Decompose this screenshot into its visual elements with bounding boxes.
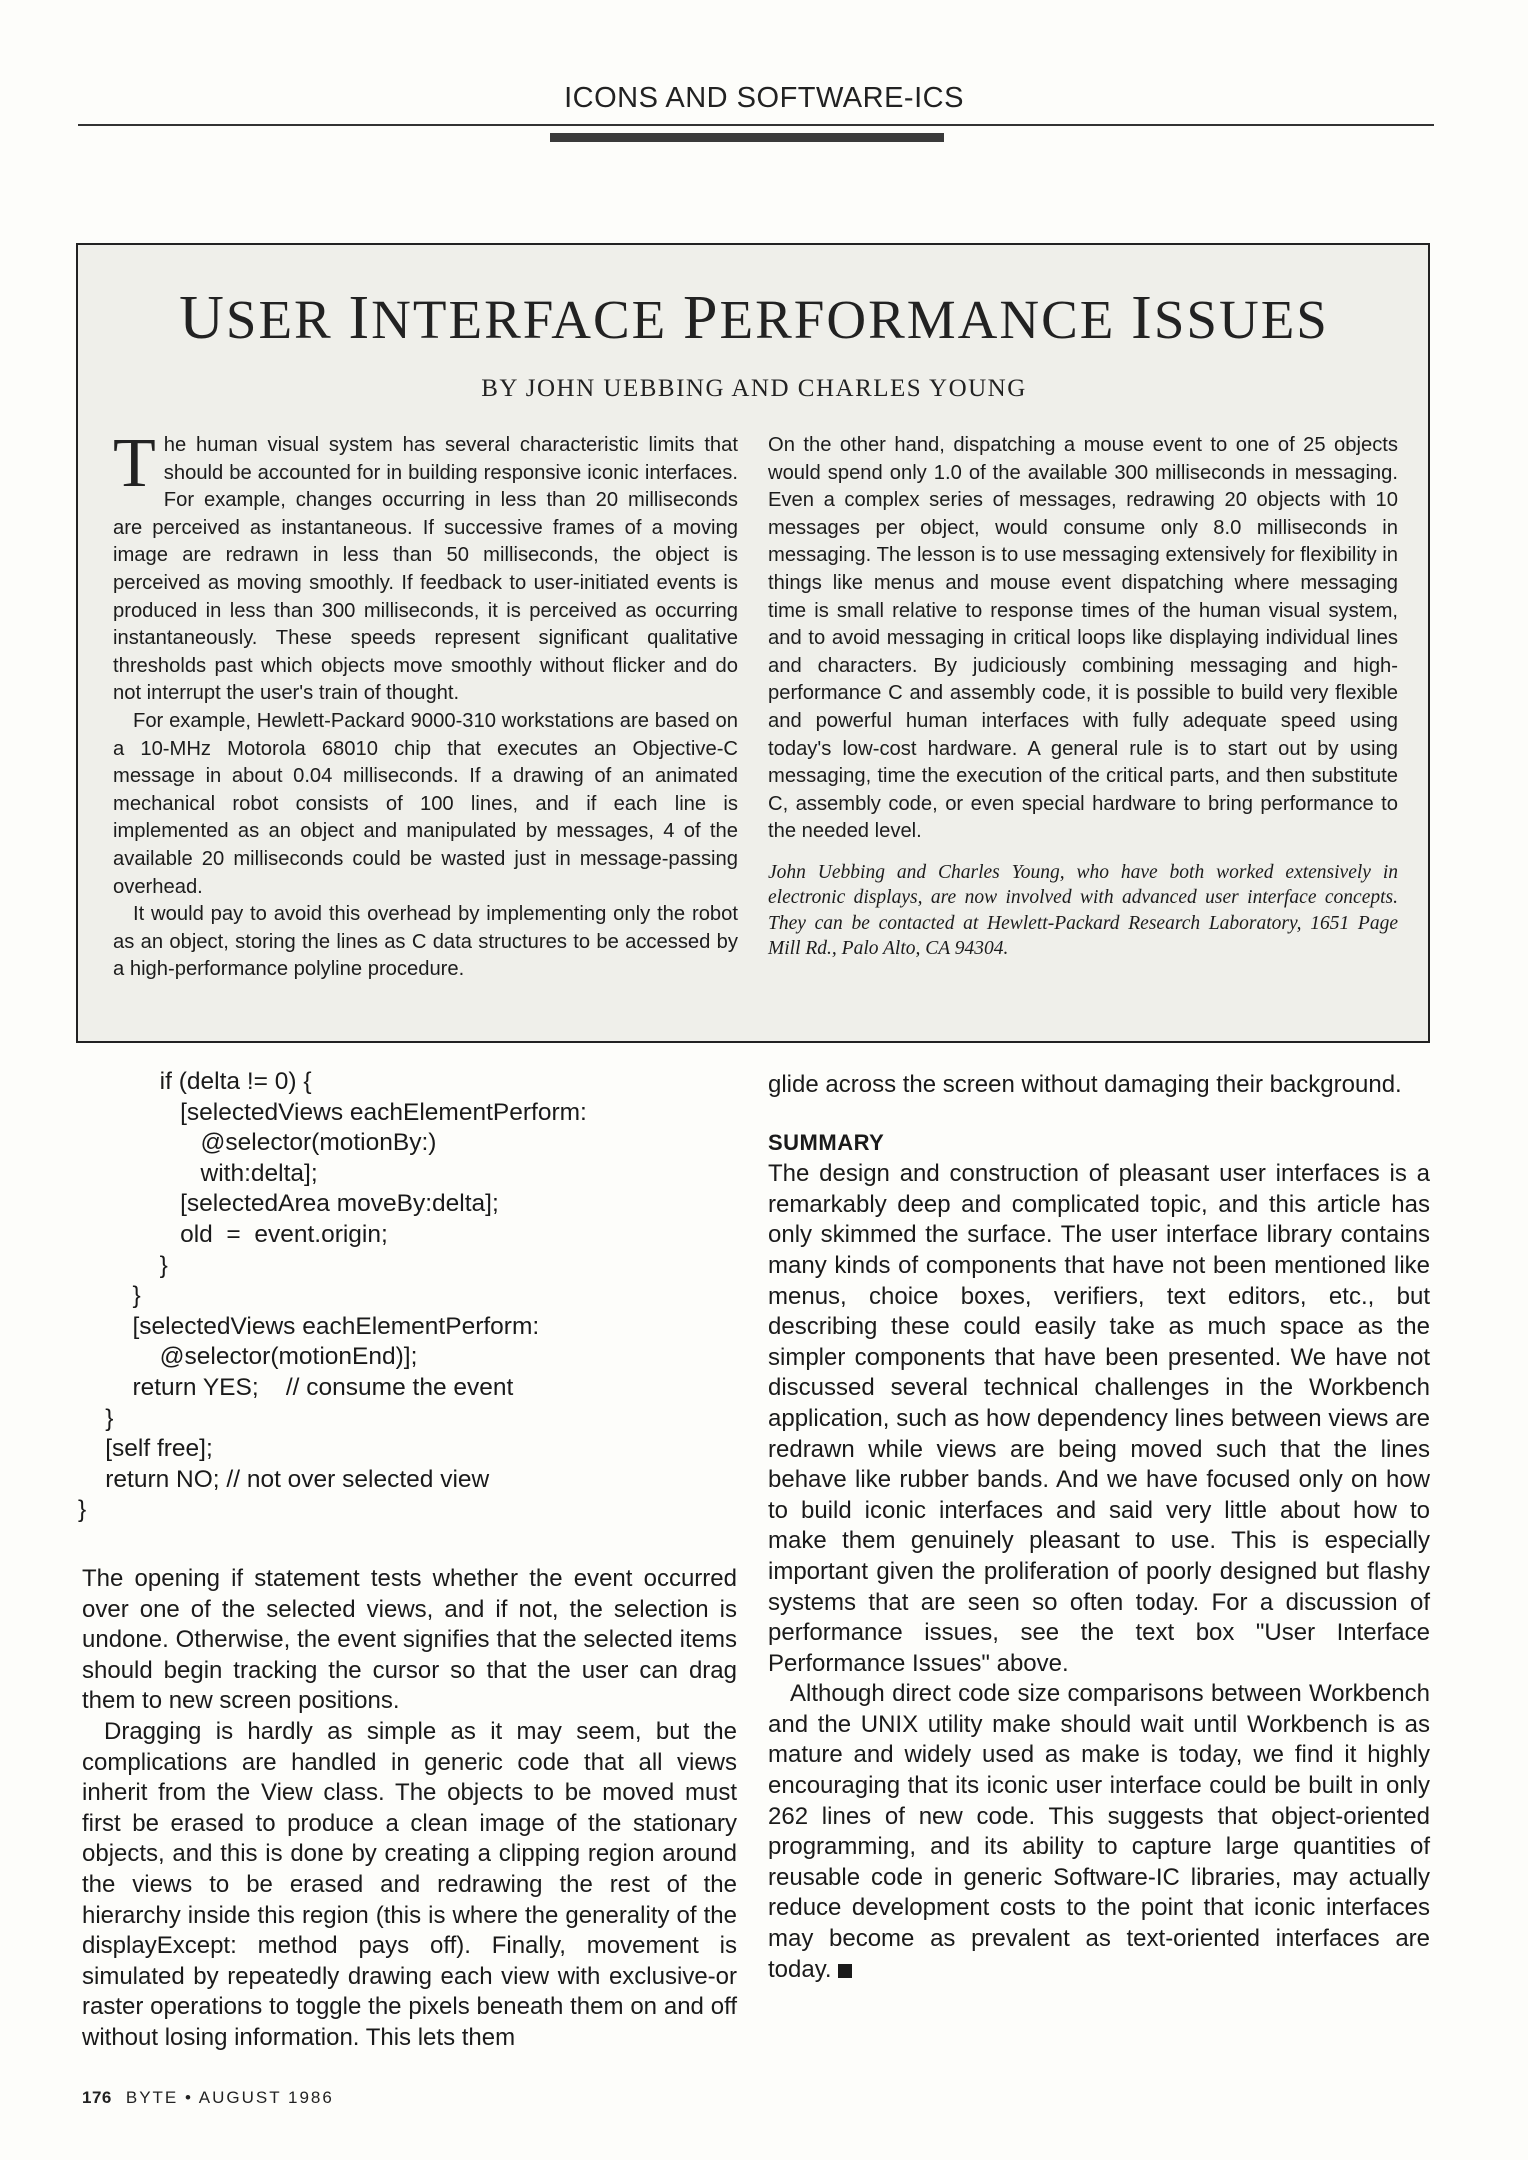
body-paragraph: The design and construction of pleasant user interfaces is a remarkably deep and complicated topic, and this article has only skimmed the surface. The user interface library contains many kinds of components that have not been mentioned like menus, choice boxes, verifiers, text editors, etc., but describing these could easily take as much space as the simpler components that have been presented. We have not discussed several technical challenges in the Workbench application, such as how dependency lines between views are redrawn while views are being moved such that the lines behave like rubber bands. And we have focused only on how to build iconic interfaces and said very little about how to make them genuinely pleasant to use. This is especially important given the proliferation of poorly designed but flashy systems that are seen so often today. For a discussion of performance issues, see the text box "User Interface Performance Issues" above. (768, 1160, 1430, 1677)
sidebar-paragraph: It would pay to avoid this overhead by implementing only the robot as an object, storing the lines as C data structures to be accessed by a high-performance polyline procedure. (113, 903, 738, 981)
running-header: ICONS AND SOFTWARE-ICS (564, 82, 964, 114)
sidebar-byline: BY JOHN UEBBING AND CHARLES YOUNG (481, 375, 1027, 402)
summary-heading: SUMMARY (768, 1129, 885, 1155)
page-footer (82, 2088, 334, 2108)
sidebar-right-column (768, 432, 1398, 962)
body-left-column (82, 1564, 737, 2054)
sidebar-paragraph: For example, Hewlett-Packard 9000-310 workstations are based on a 10-MHz Motorola 68010 chip that executes an Objective-C message in about 0.04 milliseconds. If a drawing of an animated mechanical robot consists of 100 lines, and if each line is implemented as an object and manipulated by messages, 4 of the available 20 milliseconds could be wasted just in message-passing overhead. (113, 709, 738, 898)
body-paragraph: Although direct code size comparisons between Workbench and the UNIX utility make should wait until Workbench is as mature and widely used as make is today, we find it highly encouraging that its iconic user interface could be built in only 262 lines of new code. This suggests that object-oriented programming, and its ability to capture large quantities of reusable code in generic Software-IC libraries, may actually reduce development costs to the point that iconic interfaces may become as prevalent as text-oriented interfaces are today. (768, 1680, 1430, 1983)
header-rule (78, 124, 1434, 126)
author-bio: John Uebbing and Charles Young, who have both worked extensively in electronic displays, are now involved with advanced user interface concepts. They can be contacted at Hewlett-Packard Research Laboratory, 1651 Page Mill Rd., Palo Alto, CA 94304. (768, 861, 1398, 960)
sidebar-left-column (113, 425, 738, 984)
sidebar-title: USER INTERFACE PERFORMANCE ISSUES (179, 284, 1329, 352)
sidebar-paragraph: On the other hand, dispatching a mouse event to one of 25 objects would spend only 1.0 of the available 300 milliseconds in messaging. Even a complex series of messages, redrawing 20 objects with 10 messages per object, would consume only 8.0 milliseconds in messaging. The lesson is to use messaging extensively for flexibility in things like menus and mouse event dispatching where messaging time is small relative to response times of the human visual system, and to avoid messaging in critical loops like displaying individual lines and characters. By judiciously combining messaging and high-performance C and assembly code, it is possible to build very flexible and powerful human interfaces with fully adequate speed using today's low-cost hardware. A general rule is to start out by using messaging, time the execution of the critical parts, and then substitute C, assembly code, or even special hardware to bring performance to the needed level. (768, 434, 1398, 843)
page-number: 176 (82, 2088, 112, 2107)
end-mark-icon (838, 1964, 852, 1978)
sidebar-paragraph: The human visual system has several characteristic limits that should be accounted for in building responsive iconic interfaces. For example, changes occurring in less than 20 milliseconds are perceived as instantaneous. If successive frames of a moving image are redrawn in less than 50 milliseconds, the object is perceived as moving smoothly. If feedback to user-initiated events is produced in less than 300 milliseconds, it is perceived as occurring instantaneously. These speeds represent significant qualitative thresholds past which objects move smoothly without flicker and do not interrupt the user's train of thought. (113, 425, 738, 705)
code-listing: if (delta != 0) { [selectedViews eachElementPerform: @selector(motionBy:) with:delta]; [selectedArea moveBy:delta]; old = event.origin; } } [selectedViews eachElementPerform: @selector(motionEnd)]; return YES; // consume the event } [self free]; return NO; // not over selected view } (78, 1068, 587, 1524)
drop-cap: T (113, 425, 156, 502)
body-paragraph: glide across the screen without damaging their background. (768, 1071, 1402, 1098)
magazine-info: BYTE • AUGUST 1986 (125, 2088, 334, 2107)
body-paragraph: The opening if statement tests whether the event occurred over one of the selected views, and if not, the selection is undone. Otherwise, the event signifies that the selected items should begin tracking the cursor so that the user can drag them to new screen positions. (82, 1565, 737, 1715)
body-paragraph: Dragging is hardly as simple as it may seem, but the complications are handled in generic code that all views inherit from the View class. The objects to be moved must first be erased to produce a clean image of the stationary objects, and this is done by creating a clipping region around the views to be erased and redrawing the rest of the hierarchy inside this region (this is where the generality of the displayExcept: method pays off). Finally, movement is simulated by repeatedly drawing each view with exclusive-or raster operations to toggle the pixels beneath them on and off without losing information. This lets them (82, 1717, 737, 2051)
header-bar (550, 133, 944, 142)
body-right-column (768, 1070, 1430, 1985)
